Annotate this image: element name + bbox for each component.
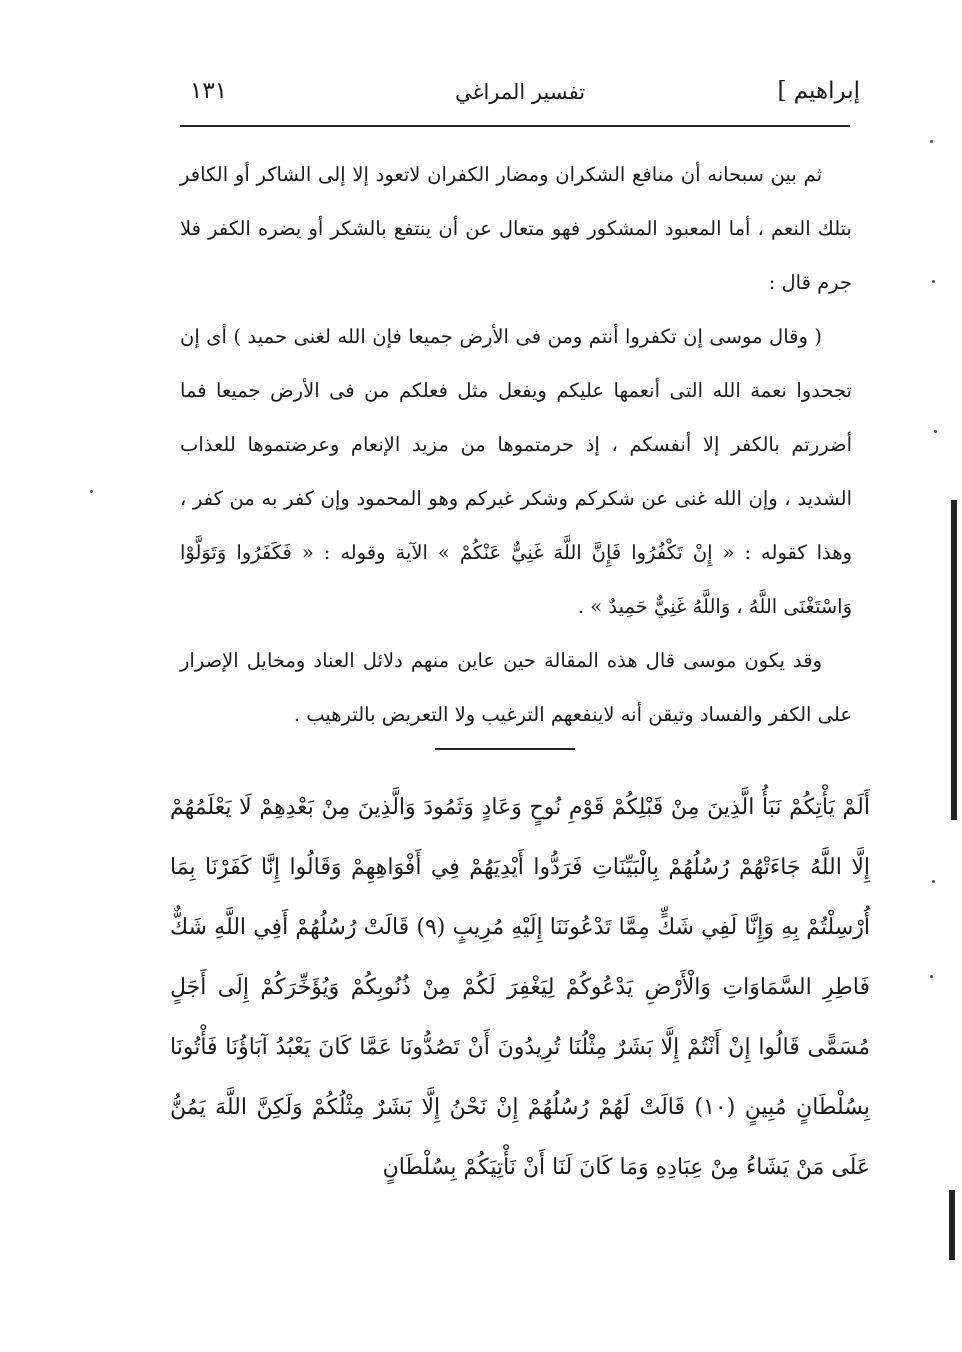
commentary-paragraph: ( وقال موسى إن تكفروا أنتم ومن فى الأرض جميعا فإن الله لغنى حميد ) أى إن تجحدوا نعمة الله التى أنعمها عليكم ويفعل مثل فعلكم من فى الأرض جميعا فما أضررتم بالكفر إلا أنفسكم ، إذ حرمتموها من مزيد الإنعام وعرضتموها للعذاب الشديد ، وإن الله غنى عن شكركم وشكر غيركم وهو المحمود وإن كفر به من كفر ، وهذا كقوله : « إِنْ تَكْفُرُوا فَإِنَّ اللَّهَ غَنِيٌّ عَنْكُمْ » الآية وقوله : « فَكَفَرُوا وَتَوَلَّوْا وَاسْتَغْنَى اللَّهُ ، وَاللَّهُ غَنِيٌّ حَمِيدٌ » . <box>180 325 852 618</box>
scan-edge-mark <box>949 1190 955 1260</box>
quran-paragraph: أَلَمْ يَأْتِكُمْ نَبَأُ الَّذِينَ مِنْ قَبْلِكُمْ قَوْمِ نُوحٍ وَعَادٍ وَثَمُودَ وَالَّذِينَ مِنْ بَعْدِهِمْ لَا يَعْلَمُهُمْ إِلَّا اللَّهُ جَاءَتْهُمْ رُسُلُهُمْ بِالْبَيِّنَاتِ فَرَدُّوا أَيْدِيَهُمْ فِي أَفْوَاهِهِمْ وَقَالُوا إِنَّا كَفَرْنَا بِمَا أُرْسِلْتُمْ بِهِ وَإِنَّا لَفِي شَكٍّ مِمَّا تَدْعُونَنَا إِلَيْهِ مُرِيبٍ (٩) قَالَتْ رُسُلُهُمْ أَفِي اللَّهِ شَكٌّ فَاطِرِ السَّمَاوَاتِ وَالْأَرْضِ يَدْعُوكُمْ لِيَغْفِرَ لَكُمْ مِنْ ذُنُوبِكُمْ وَيُؤَخِّرَكُمْ إِلَى أَجَلٍ مُسَمًّى قَالُوا إِنْ أَنْتُمْ إِلَّا بَشَرٌ مِثْلُنَا تُرِيدُونَ أَنْ تَصُدُّونَا عَمَّا كَانَ يَعْبُدُ آبَاؤُنَا فَأْتُونَا بِسُلْطَانٍ مُبِينٍ (١٠) قَالَتْ لَهُمْ رُسُلُهُمْ إِنْ نَحْنُ إِلَّا بَشَرٌ مِثْلُكُمْ وَلَكِنَّ اللَّهَ يَمُنُّ عَلَى مَنْ يَشَاءُ مِنْ عِبَادِهِ وَمَا كَانَ لَنَا أَنْ نَأْتِيَكُمْ بِسُلْطَانٍ <box>170 795 870 1180</box>
scan-speck <box>934 430 937 433</box>
commentary-paragraph: ثم بين سبحانه أن منافع الشكران ومضار الكفران لاتعود إلا إلى الشاكر أو الكافر بتلك النعم ، أما المعبود المشكور فهو متعال عن أن ينتفع بالشكر أو يضره الكفر فلا جرم قال : <box>180 163 852 294</box>
commentary-text <box>180 148 852 742</box>
section-divider <box>435 748 575 750</box>
page-header <box>180 70 860 120</box>
chapter-name: إبراهيم ] <box>777 78 860 104</box>
quran-verses <box>170 778 870 1198</box>
commentary-paragraph: وقد يكون موسى قال هذه المقالة حين عاين منهم دلائل العناد ومخايل الإصرار على الكفر والفساد وتيقن أنه لاينفعهم الترغيب ولا التعريض بالترهيب . <box>180 649 852 726</box>
scan-speck <box>930 975 933 978</box>
header-divider <box>180 125 850 127</box>
scan-speck <box>90 490 93 493</box>
scan-speck <box>932 280 935 283</box>
scan-speck <box>932 880 935 883</box>
scan-speck <box>930 140 933 143</box>
scan-edge-mark <box>951 500 957 820</box>
page-number: ١٣١ <box>190 78 228 104</box>
book-title: تفسير المراغي <box>454 80 586 104</box>
